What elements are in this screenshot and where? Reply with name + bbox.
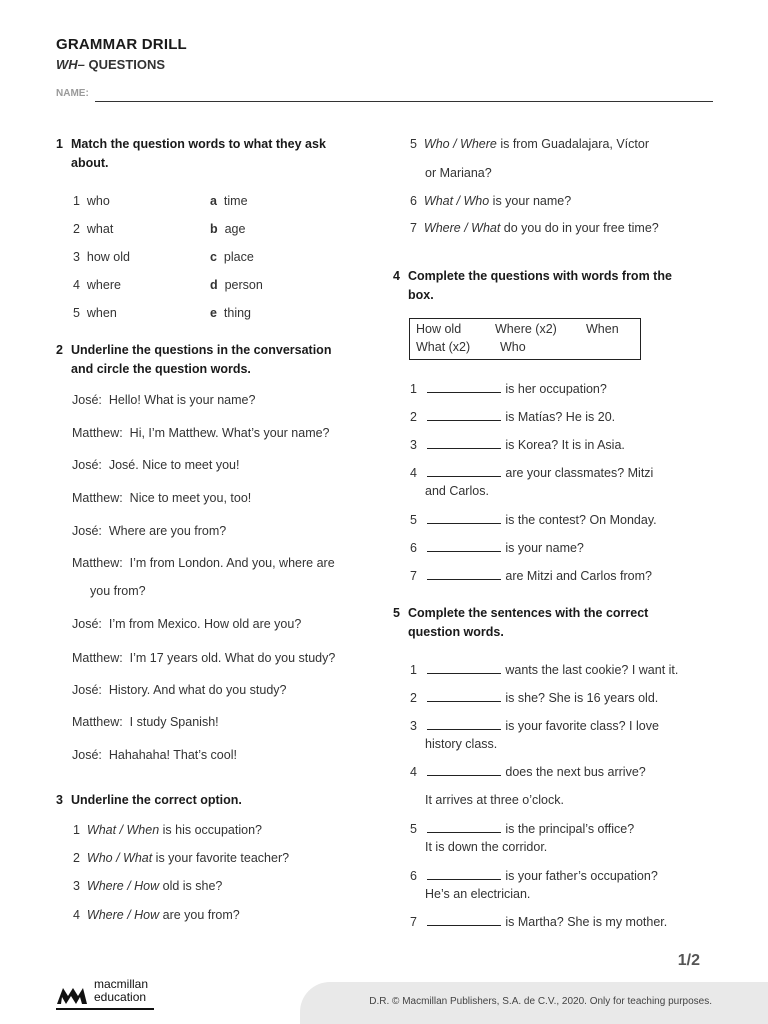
word-box (409, 318, 641, 360)
subtitle-wh: WH– (56, 57, 85, 72)
option-item: 6 What / Who is your name? (410, 194, 572, 208)
exercise-number: 5 (393, 606, 400, 620)
exercise-3-heading (56, 791, 346, 810)
match-right-item: e thing (210, 306, 252, 320)
exercise-instruction: Underline the questions in the conversation and circle the question words. (71, 343, 332, 376)
logo-wordmark: macmillan education (94, 977, 149, 1004)
answer-blank[interactable] (427, 382, 501, 393)
fill-item: 3 is Korea? It is in Asia. (410, 438, 625, 452)
dialogue-line: José: Hahahaha! That’s cool! (72, 748, 237, 762)
option-choice[interactable]: What / When (86, 823, 160, 837)
exercise-4-heading (393, 267, 693, 305)
option-item: 3 Where / How old is she? (73, 879, 223, 893)
answer-blank[interactable] (427, 719, 501, 730)
dialogue-line: José: Where are you from? (72, 524, 227, 538)
exercise-5-heading (393, 604, 693, 642)
answer-blank[interactable] (427, 513, 501, 524)
option-item: 7 Where / What do you do in your free time? (410, 221, 659, 235)
word-box-item: When (586, 322, 619, 336)
fill-item: 7 is Martha? She is my mother. (410, 915, 668, 929)
dialogue-line: José: I’m from Mexico. How old are you? (72, 617, 302, 631)
exercise-number: 4 (393, 269, 400, 283)
fill-item: 1 wants the last cookie? I want it. (410, 663, 679, 677)
dialogue-line: José: History. And what do you study? (72, 683, 287, 697)
fill-item-continued: and Carlos. (425, 484, 489, 498)
fill-item-continued: It is down the corridor. (425, 840, 548, 854)
answer-blank[interactable] (427, 915, 501, 926)
answer-blank[interactable] (427, 663, 501, 674)
fill-item: 5 is the contest? On Monday. (410, 513, 657, 527)
option-choice[interactable]: Where / How (86, 879, 160, 893)
fill-item: 5 is the principal’s office? (410, 822, 635, 836)
dialogue-line: Matthew: I’m from London. And you, where are (72, 556, 335, 570)
macmillan-logo (56, 978, 156, 1012)
fill-item-continued: He’s an electrician. (425, 887, 531, 901)
match-right-item: c place (210, 250, 254, 264)
word-box-item: Where (x2) (495, 322, 557, 336)
fill-item: 7 are Mitzi and Carlos from? (410, 569, 652, 583)
page-number: 1/2 (677, 952, 700, 969)
word-box-item: Who (500, 340, 526, 354)
exercise-number: 2 (56, 343, 63, 357)
option-choice[interactable]: Who / Where (423, 137, 497, 151)
fill-item: 6 is your father’s occupation? (410, 869, 658, 883)
match-left-item: 5 when (73, 306, 117, 320)
dialogue-line: José: Hello! What is your name? (72, 393, 256, 407)
answer-blank[interactable] (427, 869, 501, 880)
exercise-2-heading (56, 341, 356, 379)
option-item: 1 What / When is his occupation? (73, 823, 262, 837)
name-label: NAME: (56, 88, 89, 99)
option-item-continued: or Mariana? (425, 166, 492, 180)
dialogue-line: José: José. Nice to meet you! (72, 458, 240, 472)
fill-item: 3 is your favorite class? I love (410, 719, 659, 733)
match-left-item: 4 where (73, 278, 121, 292)
option-choice[interactable]: Where / What (423, 221, 501, 235)
name-field[interactable] (56, 88, 713, 102)
dialogue-line-continued: you from? (90, 584, 146, 598)
option-item: 4 Where / How are you from? (73, 908, 240, 922)
match-left-item: 3 how old (73, 250, 130, 264)
word-box-item: How old (416, 322, 462, 336)
worksheet-subtitle (56, 57, 165, 72)
exercise-number: 3 (56, 793, 63, 807)
answer-blank[interactable] (427, 569, 501, 580)
word-box-item: What (x2) (416, 340, 471, 354)
logo-underline (56, 1008, 154, 1010)
answer-blank[interactable] (427, 466, 501, 477)
option-choice[interactable]: What / Who (423, 194, 490, 208)
option-choice[interactable]: Where / How (86, 908, 160, 922)
exercise-instruction: Underline the correct option. (71, 793, 242, 807)
worksheet-title: GRAMMAR DRILL (56, 36, 187, 53)
match-left-item: 1 who (73, 194, 110, 208)
answer-blank[interactable] (427, 410, 501, 421)
match-right-item: d person (210, 278, 263, 292)
answer-blank[interactable] (427, 691, 501, 702)
fill-item: 4 are your classmates? Mitzi (410, 466, 654, 480)
dialogue-line: Matthew: Hi, I’m Matthew. What’s your name? (72, 426, 330, 440)
match-right-item: a time (210, 194, 248, 208)
fill-item: 1 is her occupation? (410, 382, 607, 396)
fill-item-continued: history class. (425, 737, 498, 751)
exercise-number: 1 (56, 137, 63, 151)
answer-blank[interactable] (427, 541, 501, 552)
macmillan-logo-icon (56, 982, 88, 1006)
exercise-instruction: Complete the sentences with the correct question words. (408, 606, 649, 639)
answer-blank[interactable] (427, 765, 501, 776)
dialogue-line: Matthew: I’m 17 years old. What do you study? (72, 651, 336, 665)
option-item: 5 Who / Where is from Guadalajara, Víctor (410, 137, 649, 151)
match-left-item: 2 what (73, 222, 114, 236)
exercise-instruction: Complete the questions with words from the box. (408, 269, 672, 302)
option-choice[interactable]: Who / What (86, 851, 153, 865)
exercise-1-heading (56, 135, 346, 173)
subtitle-rest: QUESTIONS (84, 57, 166, 72)
fill-item: 6 is your name? (410, 541, 584, 555)
dialogue-line: Matthew: I study Spanish! (72, 715, 219, 729)
name-line[interactable] (95, 101, 713, 102)
answer-blank[interactable] (427, 438, 501, 449)
copyright-notice: D.R. © Macmillan Publishers, S.A. de C.V., 2020. Only for teaching purposes. (369, 996, 712, 1007)
exercise-instruction: Match the question words to what they ask about. (71, 137, 326, 170)
answer-blank[interactable] (427, 822, 501, 833)
match-right-item: b age (210, 222, 246, 236)
option-item: 2 Who / What is your favorite teacher? (73, 851, 290, 865)
fill-item: 4 does the next bus arrive? (410, 765, 646, 779)
fill-item: 2 is she? She is 16 years old. (410, 691, 659, 705)
fill-item: 2 is Matías? He is 20. (410, 410, 616, 424)
dialogue-line: Matthew: Nice to meet you, too! (72, 491, 252, 505)
fill-item-continued: It arrives at three o’clock. (425, 793, 564, 807)
